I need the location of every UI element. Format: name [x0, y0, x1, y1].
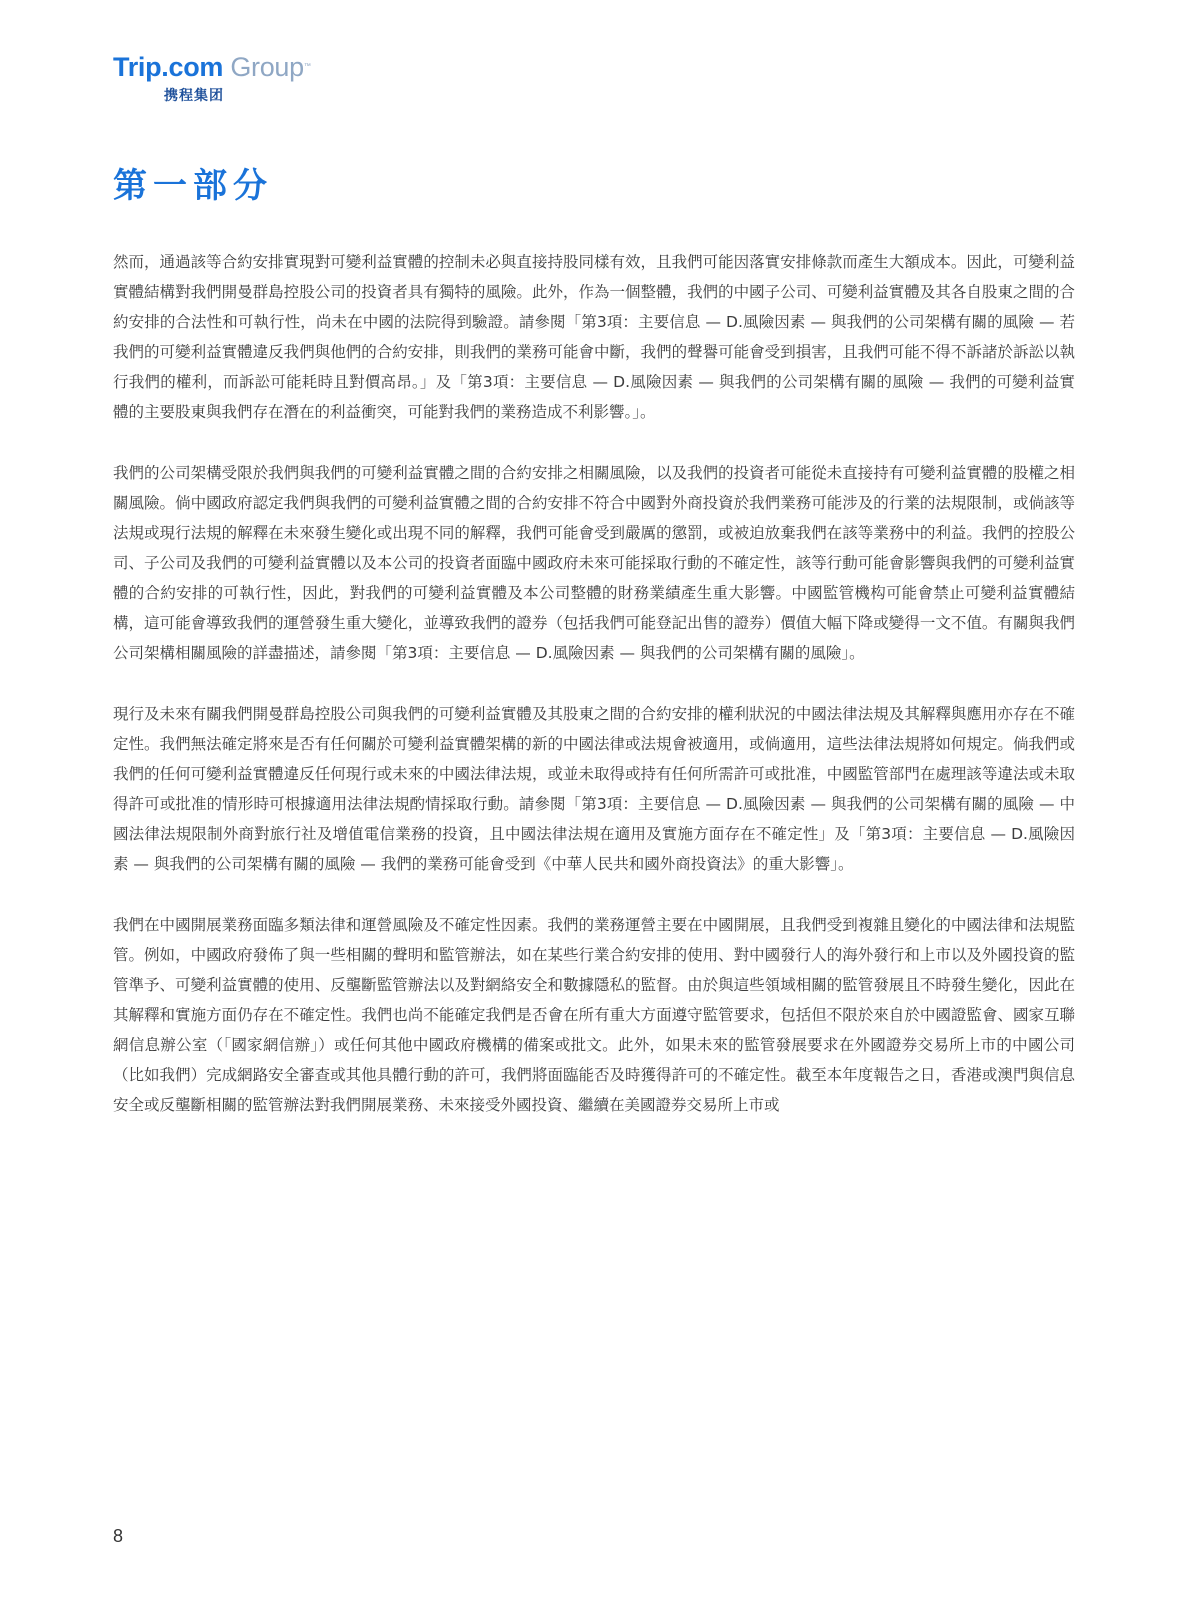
- paragraph-3: 現行及未來有關我們開曼群島控股公司與我們的可變利益實體及其股東之間的合約安排的權利狀況的中國法律法規及其解釋與應用亦存在不確定性。我們無法確定將來是否有任何關於可變利益實體架構的新的中國法律或法規會被適用，或倘適用，這些法律法規將如何規定。倘我們或我們的任何可變利益實體違反任何現行或未來的中國法律法規，或並未取得或持有任何所需許可或批准，中國監管部門在處理該等違法或未取得許可或批准的情形時可根據適用法律法規酌情採取行動。請參閱「第3項：主要信息 — D.風險因素 — 與我們的公司架構有關的風險 — 中國法律法規限制外商對旅行社及增值電信業務的投資，且中國法律法規在適用及實施方面存在不確定性」及「第3項：主要信息 — D.風險因素 — 與我們的公司架構有關的風險 — 我們的業務可能會受到《中華人民共和國外商投資法》的重大影響」。: [113, 705, 1075, 873]
- logo-wordmark: [113, 52, 323, 82]
- section-title: 第一部分: [113, 166, 273, 206]
- paragraph-1: 然而，通過該等合約安排實現對可變利益實體的控制未必與直接持股同樣有效，且我們可能因落實安排條款而產生大額成本。因此，可變利益實體結構對我們開曼群島控股公司的投資者具有獨特的風險。此外，作為一個整體，我們的中國子公司、可變利益實體及其各自股東之間的合約安排的合法性和可執行性，尚未在中國的法院得到驗證。請參閱「第3項：主要信息 — D.風險因素 — 與我們的公司架構有關的風險 — 若我們的可變利益實體違反我們與他們的合約安排，則我們的業務可能會中斷，我們的聲譽可能會受到損害，且我們可能不得不訴諸於訴訟以執行我們的權利，而訴訟可能耗時且對價高昂。」及「第3項：主要信息 — D.風險因素 — 與我們的公司架構有關的風險 — 我們的可變利益實體的主要股東與我們存在潛在的利益衝突，可能對我們的業務造成不利影響。」。: [113, 253, 1075, 421]
- company-logo: [113, 52, 323, 112]
- logo-trademark: ™: [303, 63, 311, 70]
- paragraph-4: 我們在中國開展業務面臨多類法律和運營風險及不確定性因素。我們的業務運營主要在中國開展，且我們受到複雜且變化的中國法律和法規監管。例如，中國政府發佈了與一些相關的聲明和監管辦法，如在某些行業合約安排的使用、對中國發行人的海外發行和上市以及外國投資的監管準予、可變利益實體的使用、反壟斷監管辦法以及對網絡安全和數據隱私的監督。由於與這些領域相關的監管發展且不時發生變化，因此在其解釋和實施方面仍存在不確定性。我們也尚不能確定我們是否會在所有重大方面遵守監管要求，包括但不限於來自於中國證監會、國家互聯網信息辦公室（「國家網信辦」）或任何其他中國政府機構的備案或批文。此外，如果未來的監管發展要求在外國證券交易所上市的中國公司（比如我們）完成網路安全審查或其他具體行動的許可，我們將面臨能否及時獲得許可的不確定性。截至本年度報告之日，香港或澳門與信息安全或反壟斷相關的監管辦法對我們開展業務、未來接受外國投資、繼續在美國證券交易所上市或: [113, 916, 1075, 1114]
- logo-group-text: Group: [223, 52, 304, 82]
- logo-chinese-text: 携程集团: [164, 88, 224, 104]
- body-content: [113, 247, 1075, 1151]
- paragraph-2: 我們的公司架構受限於我們與我們的可變利益實體之間的合約安排之相關風險，以及我們的投資者可能從未直接持有可變利益實體的股權之相關風險。倘中國政府認定我們與我們的可變利益實體之間的合約安排不符合中國對外商投資於我們業務可能涉及的行業的法規限制，或倘該等法規或現行法規的解釋在未來發生變化或出現不同的解釋，我們可能會受到嚴厲的懲罰，或被迫放棄我們在該等業務中的利益。我們的控股公司、子公司及我們的可變利益實體以及本公司的投資者面臨中國政府未來可能採取行動的不確定性，該等行動可能會影響與我們的可變利益實體的合約安排的可執行性，因此，對我們的可變利益實體及本公司整體的財務業績產生重大影響。中國監管機构可能會禁止可變利益實體結構，這可能會導致我們的運營發生重大變化，並導致我們的證券（包括我們可能登記出售的證券）價值大幅下降或變得一文不值。有關與我們公司架構相關風險的詳盡描述，請參閱「第3項：主要信息 — D.風險因素 — 與我們的公司架構有關的風險」。: [113, 464, 1075, 662]
- page-number: 8: [113, 1526, 124, 1546]
- logo-brand-text: Trip.com: [113, 52, 224, 82]
